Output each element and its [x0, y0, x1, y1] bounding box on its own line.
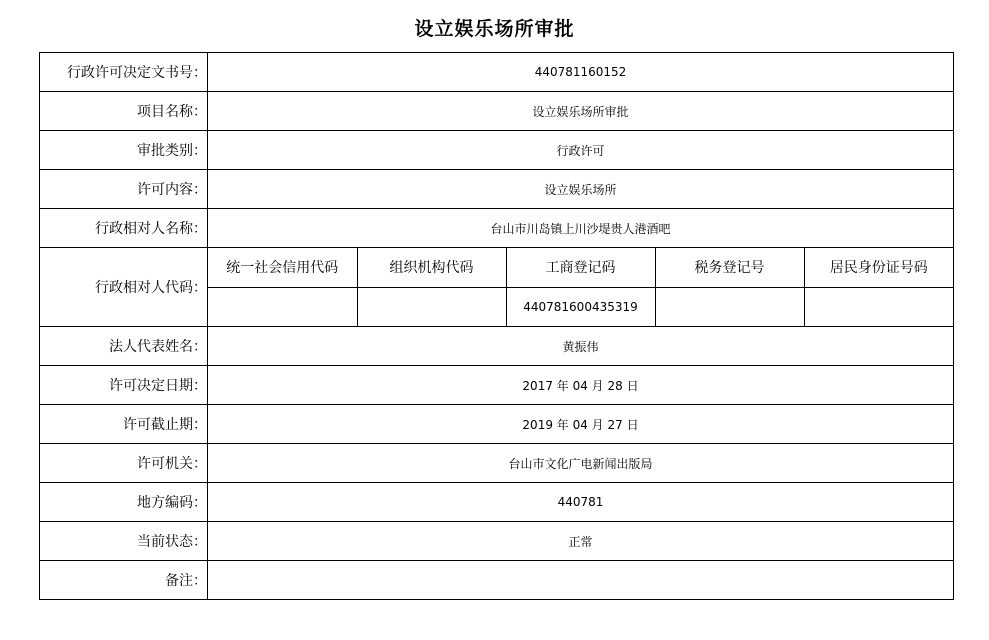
code-header-id: 居民身份证号码 — [804, 248, 953, 287]
counterpart-code-table — [208, 248, 953, 326]
row-legal-rep — [40, 327, 954, 366]
decision-date-value: 2017 年 04 月 28 日 — [208, 366, 954, 405]
decision-date-label: 许可决定日期： — [40, 366, 208, 405]
code-header-tax: 税务登记号 — [655, 248, 804, 287]
category-label: 审批类别： — [40, 131, 208, 170]
remarks-value — [208, 561, 954, 600]
row-authority — [40, 444, 954, 483]
authority-value: 台山市文化广电新闻出版局 — [208, 444, 954, 483]
region-code-label: 地方编码： — [40, 483, 208, 522]
code-value-row — [208, 287, 953, 326]
counterpart-name-value: 台山市川岛镇上川沙堤贵人港酒吧 — [208, 209, 954, 248]
row-content — [40, 170, 954, 209]
item-name-label: 项目名称： — [40, 92, 208, 131]
approval-form-table — [39, 52, 954, 600]
status-value: 正常 — [208, 522, 954, 561]
code-value-credit — [208, 287, 357, 326]
row-item-name — [40, 92, 954, 131]
page-title: 设立娱乐场所审批 — [414, 18, 575, 40]
code-value-org — [357, 287, 506, 326]
row-counterpart-code — [40, 248, 954, 327]
expiry-date-value: 2019 年 04 月 27 日 — [208, 405, 954, 444]
legal-rep-label: 法人代表姓名： — [40, 327, 208, 366]
counterpart-name-label: 行政相对人名称： — [40, 209, 208, 248]
content-value: 设立娱乐场所 — [208, 170, 954, 209]
expiry-date-label: 许可截止期： — [40, 405, 208, 444]
authority-label: 许可机关： — [40, 444, 208, 483]
status-label: 当前状态： — [40, 522, 208, 561]
remarks-label: 备注： — [40, 561, 208, 600]
row-remarks — [40, 561, 954, 600]
row-category — [40, 131, 954, 170]
row-expiry-date — [40, 405, 954, 444]
category-value: 行政许可 — [208, 131, 954, 170]
decision-no-label: 行政许可决定文书号： — [40, 53, 208, 92]
counterpart-code-label: 行政相对人代码： — [40, 248, 208, 327]
code-value-business: 440781600435319 — [506, 287, 655, 326]
item-name-value: 设立娱乐场所审批 — [208, 92, 954, 131]
row-region-code — [40, 483, 954, 522]
content-label: 许可内容： — [40, 170, 208, 209]
code-header-row — [208, 248, 953, 287]
code-header-business: 工商登记码 — [506, 248, 655, 287]
row-counterpart-name — [40, 209, 954, 248]
row-status — [40, 522, 954, 561]
code-value-id — [804, 287, 953, 326]
region-code-value: 440781 — [208, 483, 954, 522]
counterpart-code-cell — [208, 248, 954, 327]
row-decision-date — [40, 366, 954, 405]
row-decision-no — [40, 53, 954, 92]
code-header-org: 组织机构代码 — [357, 248, 506, 287]
legal-rep-value: 黄振伟 — [208, 327, 954, 366]
decision-no-value: 440781160152 — [208, 53, 954, 92]
code-value-tax — [655, 287, 804, 326]
code-header-credit: 统一社会信用代码 — [208, 248, 357, 287]
